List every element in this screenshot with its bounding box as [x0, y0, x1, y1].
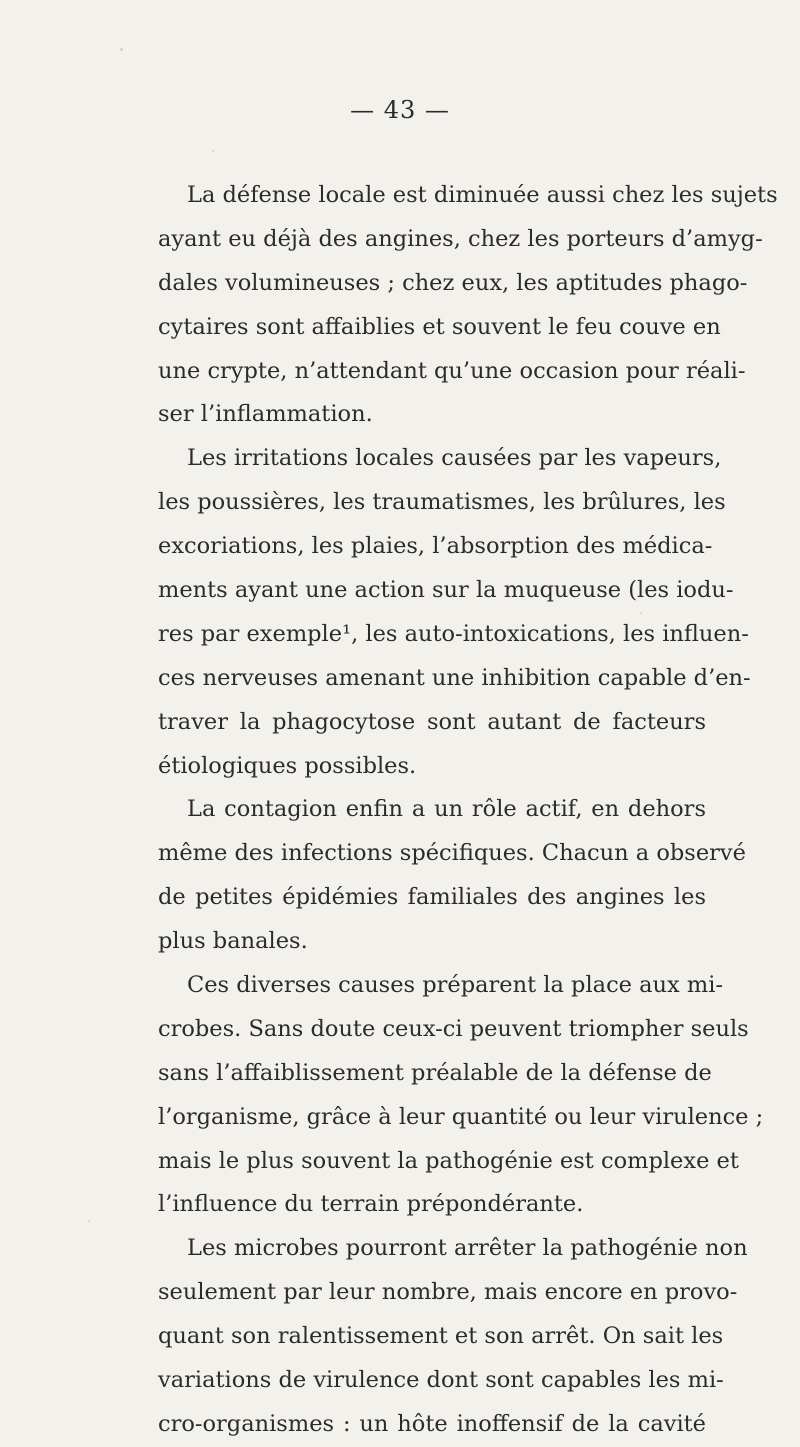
text-line: ces nerveuses amenant une inhibition capable d’en-: [158, 664, 751, 691]
text-line: quant son ralentissement et son arrêt. On sait les: [158, 1323, 724, 1350]
text-line: dales volumineuses ; chez eux, les aptitudes phago-: [158, 269, 748, 296]
text-line: ments ayant une action sur la muqueuse (les iodu-: [158, 577, 734, 604]
text-line: cro-organismes : un hôte inoffensif de la cavité: [158, 1410, 706, 1437]
text-line: de petites épidémies familiales des angines les: [158, 884, 706, 911]
text-line: l’influence du terrain prépondérante.: [158, 1191, 584, 1218]
text-line: une crypte, n’attendant qu’une occasion pour réali-: [158, 357, 746, 384]
text-line: Les microbes pourront arrêter la pathogénie non: [187, 1235, 748, 1262]
text-line: res par exemple¹, les auto-intoxications, les influen-: [158, 620, 749, 647]
text-line: variations de virulence dont sont capables les mi-: [158, 1367, 724, 1394]
text-line: La contagion enfin a un rôle actif, en dehors: [187, 796, 706, 823]
text-line: excoriations, les plaies, l’absorption des médica-: [158, 533, 713, 560]
text-line: même des infections spécifiques. Chacun a observé: [158, 840, 746, 867]
text-line: les poussières, les traumatismes, les brûlures, les: [158, 489, 726, 516]
page-number: — 43 —: [350, 96, 450, 124]
paper-speck: [212, 150, 214, 152]
paper-speck: [120, 48, 123, 51]
text-line: sans l’affaiblissement préalable de la défense de: [158, 1059, 712, 1086]
text-line: ayant eu déjà des angines, chez les porteurs d’amyg-: [158, 225, 763, 252]
text-line: crobes. Sans doute ceux-ci peuvent triompher seuls: [158, 1015, 749, 1042]
text-line: étiologiques possibles.: [158, 752, 417, 779]
text-line: Ces diverses causes préparent la place aux mi-: [187, 972, 724, 999]
text-line: La défense locale est diminuée aussi chez les sujets: [187, 182, 778, 208]
paper-speck: [88, 1220, 90, 1222]
text-line: traver la phagocytose sont autant de facteurs: [158, 708, 706, 735]
text-line: Les irritations locales causées par les vapeurs,: [187, 445, 722, 472]
text-line: ser l’inflammation.: [158, 401, 373, 428]
text-line: plus banales.: [158, 928, 308, 955]
text-line: l’organisme, grâce à leur quantité ou leur virulence ;: [158, 1103, 764, 1130]
text-line: seulement par leur nombre, mais encore en provo-: [158, 1279, 738, 1306]
text-line: cytaires sont affaiblies et souvent le feu couve en: [158, 313, 721, 340]
text-line: mais le plus souvent la pathogénie est complexe et: [158, 1147, 739, 1174]
paper-speck: [640, 612, 642, 614]
body-text: [158, 174, 778, 1447]
paper-speck: [428, 1290, 431, 1293]
